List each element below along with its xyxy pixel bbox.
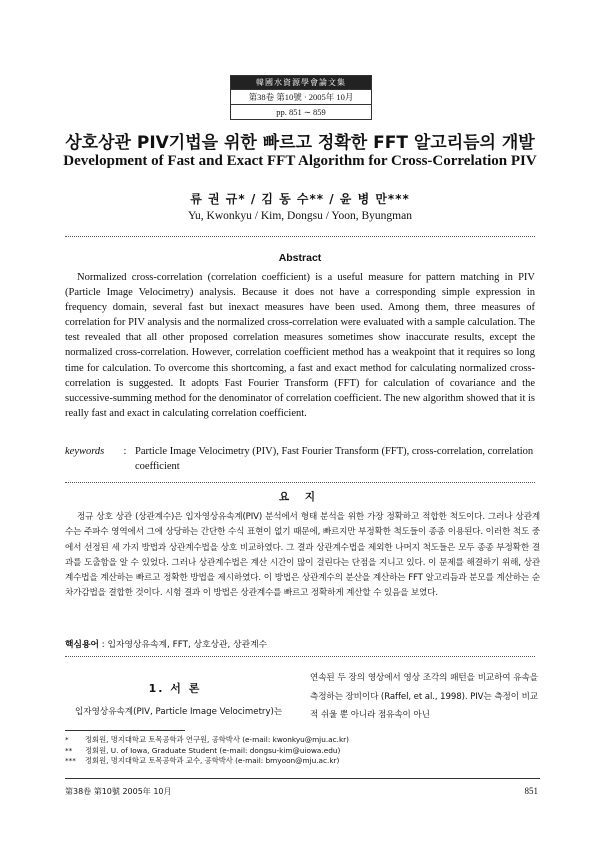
footnote-rule: [65, 730, 185, 731]
korean-keywords: [65, 637, 267, 650]
footnote-text: 정회원, U. of Iowa, Graduate Student (e-mail: dongsu-kim@uiowa.edu): [85, 745, 341, 755]
page-number: 851: [524, 786, 538, 796]
footnote-mark: *: [65, 735, 69, 744]
paper-title-korean: 상호상관 PIV기법을 위한 빠르고 정확한 FFT 알고리듬의 개발: [65, 133, 535, 153]
korean-abstract-heading: 요 지: [279, 491, 321, 503]
paper-title-english: Development of Fast and Exact FFT Algorithm for Cross-Correlation PIV: [63, 153, 537, 169]
divider-middle: [65, 482, 535, 483]
keywords-text: Particle Image Velocimetry (PIV), Fast Fourier Transform (FFT), cross-correlation, correlation coefficient: [135, 446, 534, 472]
abstract-heading: Abstract: [278, 252, 322, 264]
footnote: [65, 735, 535, 746]
korean-keywords-label: 핵심용어: [65, 640, 99, 650]
journal-name: 韓國水資源學會論文集: [231, 76, 371, 89]
keywords-label: keywords: [65, 446, 105, 457]
journal-info-box: [230, 75, 372, 120]
footnote-text: 정회원, 명지대학교 토목공학과 연구원, 공학박사 (e-mail: kwonkyu@mju.ac.kr): [85, 735, 350, 744]
section-left-column-text: 입자영상유속계(PIV, Particle Image Velocimetry)는: [75, 707, 283, 717]
abstract-text: Normalized cross-correlation (correlation coefficient) is a useful measure for pattern matching in PIV (Particle Image Velocimetry) analysis. Because it does not have a corresponding simple expression in frequency domain, several fast but inexact measures have been used. Among them, three measures of correlation for PIV analysis and the normalized cross-correlation were evaluated with a sample calculation. The test revealed that all other proposed correlation measures sometimes show inaccurate results, except the normalized cross-correlation. However, correlation coefficient method has a weakpoint that it requires so long time for calculation. To overcome this shortcoming, a fast and exact method for calculating normalized cross-correlation is suggested. It adopts Fast Fourier Transform (FFT) for calculation of covariance and the successive-summing method for the denominator of correlation coefficient. The new algorithm showed that it is really fast and exact in calculating correlation coefficient.: [65, 272, 535, 419]
korean-keywords-text: : 입자영상유속계, FFT, 상호상관, 상관계수: [99, 640, 268, 650]
page-footer-journal: 第38卷 第10號 2005年 10月: [65, 787, 172, 796]
section-right-column-text: 연속된 두 장의 영상에서 영상 조각의 패턴을 비교하여 유속을 측정하는 장비이다 (Raffel, et al., 1998). PIV는 측정이 비교적 쉬울 뿐 아니라 점유속이 아닌: [310, 673, 538, 720]
page-footer-rule: [65, 778, 540, 779]
divider-top: [65, 236, 535, 237]
divider-bottom: [65, 656, 535, 657]
keywords-colon: :: [123, 446, 127, 457]
footnote: [65, 756, 535, 767]
footnote-text: 정회원, 명지대학교 토목공학과 교수, 공학박사 (e-mail: bmyoon@mju.ac.kr): [85, 756, 340, 765]
footnotes: [65, 735, 535, 767]
korean-abstract-text: 정규 상호 상관 (상관계수)은 입자영상유속계(PIV) 분석에서 형태 분석을 위한 가장 정확하고 적합한 척도이다. 그러나 상관계수는 주파수 영역에서 그에 상당하는 간단한 수식 표현이 없기 때문에, 빠르지만 부정확한 척도들이 종종 이용된다. 이러한 척도 중에서 선정된 세 가지 방법과 상관계수법을 상호 비교하였다. 그 결과 상관계수법을 제외한 나머지 척도들은 모두 종종 부정확한 결과를 도출함을 알 수 있었다. 그러나 상관계수법은 계산 시간이 많이 걸린다는 단점을 지니고 있다. 이 문제를 해결하기 위해, 상관계수법을 계산하는 빠르고 정확한 방법을 제시하였다. 이 방법은 상관계수의 분산을 계산하는 FFT 알고리듬과 분모를 계산하는 순차가감법을 결합한 것이다. 시험 결과 이 방법은 상관계수를 빠르고 정확하게 계산할 수 있음을 보였다.: [65, 512, 540, 599]
footnote-mark: ***: [65, 756, 76, 765]
footnote-mark: **: [65, 745, 73, 755]
journal-pages: pp. 851 ∼ 859: [231, 104, 371, 119]
journal-volume-issue: 第38卷 第10號 · 2005年 10月: [231, 89, 371, 104]
footnote: [65, 746, 535, 757]
keywords-block: [65, 444, 535, 474]
section-heading: 1. 서 론: [148, 682, 202, 695]
authors-english: Yu, Kwonkyu / Kim, Dongsu / Yoon, Byungman: [188, 210, 412, 222]
authors-korean: 류 권 규* / 김 동 수** / 윤 병 만***: [190, 192, 410, 206]
